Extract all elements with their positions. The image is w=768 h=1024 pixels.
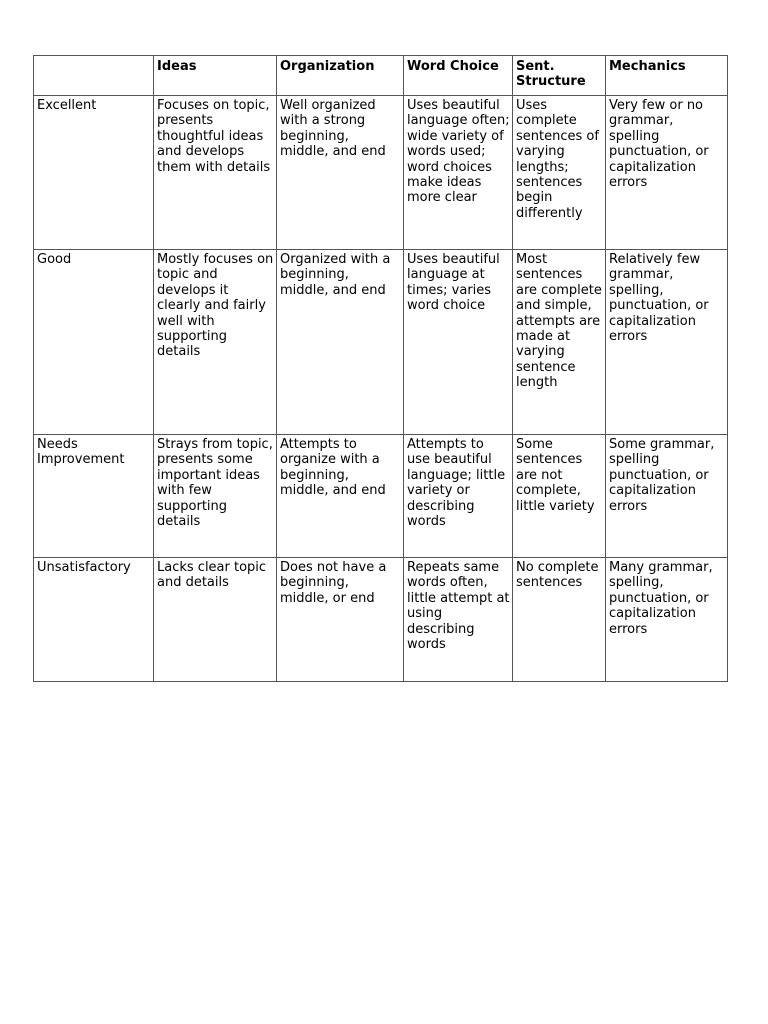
table-row-needs-improvement bbox=[34, 435, 728, 558]
table-cell: Many grammar, spelling, punctuation, or capitalization errors bbox=[606, 558, 728, 682]
header-sentence-structure: Sent. Structure bbox=[513, 56, 606, 96]
table-cell: Most sentences are complete and simple, attempts are made at varying sentence length bbox=[513, 250, 606, 435]
table-cell: Lacks clear topic and details bbox=[154, 558, 277, 682]
table-cell: Uses beautiful language often; wide variety of words used; word choices make ideas more clear bbox=[404, 96, 513, 250]
table-cell: Very few or no grammar, spelling punctuation, or capitalization errors bbox=[606, 96, 728, 250]
table-cell: Repeats same words often, little attempt at using describing words bbox=[404, 558, 513, 682]
writing-rubric-table bbox=[33, 55, 728, 682]
table-cell: Uses beautiful language at times; varies word choice bbox=[404, 250, 513, 435]
table-cell: Attempts to use beautiful language; little variety or describing words bbox=[404, 435, 513, 558]
table-cell: Some sentences are not complete, little variety bbox=[513, 435, 606, 558]
row-level-label: Unsatisfactory bbox=[34, 558, 154, 682]
table-cell: No complete sentences bbox=[513, 558, 606, 682]
header-word-choice: Word Choice bbox=[404, 56, 513, 96]
table-cell: Uses complete sentences of varying lengths; sentences begin differently bbox=[513, 96, 606, 250]
table-cell: Organized with a beginning, middle, and end bbox=[277, 250, 404, 435]
header-ideas: Ideas bbox=[154, 56, 277, 96]
table-cell: Focuses on topic, presents thoughtful ideas and develops them with details bbox=[154, 96, 277, 250]
table-cell: Strays from topic, presents some important ideas with few supporting details bbox=[154, 435, 277, 558]
table-cell: Does not have a beginning, middle, or end bbox=[277, 558, 404, 682]
table-cell: Mostly focuses on topic and develops it clearly and fairly well with supporting details bbox=[154, 250, 277, 435]
table-cell: Well organized with a strong beginning, middle, and end bbox=[277, 96, 404, 250]
header-corner-cell bbox=[34, 56, 154, 96]
header-organization: Organization bbox=[277, 56, 404, 96]
table-cell: Attempts to organize with a beginning, middle, and end bbox=[277, 435, 404, 558]
table-row-excellent bbox=[34, 96, 728, 250]
table-row-good bbox=[34, 250, 728, 435]
row-level-label: Excellent bbox=[34, 96, 154, 250]
header-mechanics: Mechanics bbox=[606, 56, 728, 96]
table-header-row bbox=[34, 56, 728, 96]
row-level-label: Needs Improvement bbox=[34, 435, 154, 558]
table-cell: Some grammar, spelling punctuation, or capitalization errors bbox=[606, 435, 728, 558]
table-cell: Relatively few grammar, spelling, punctuation, or capitalization errors bbox=[606, 250, 728, 435]
row-level-label: Good bbox=[34, 250, 154, 435]
table-row-unsatisfactory bbox=[34, 558, 728, 682]
